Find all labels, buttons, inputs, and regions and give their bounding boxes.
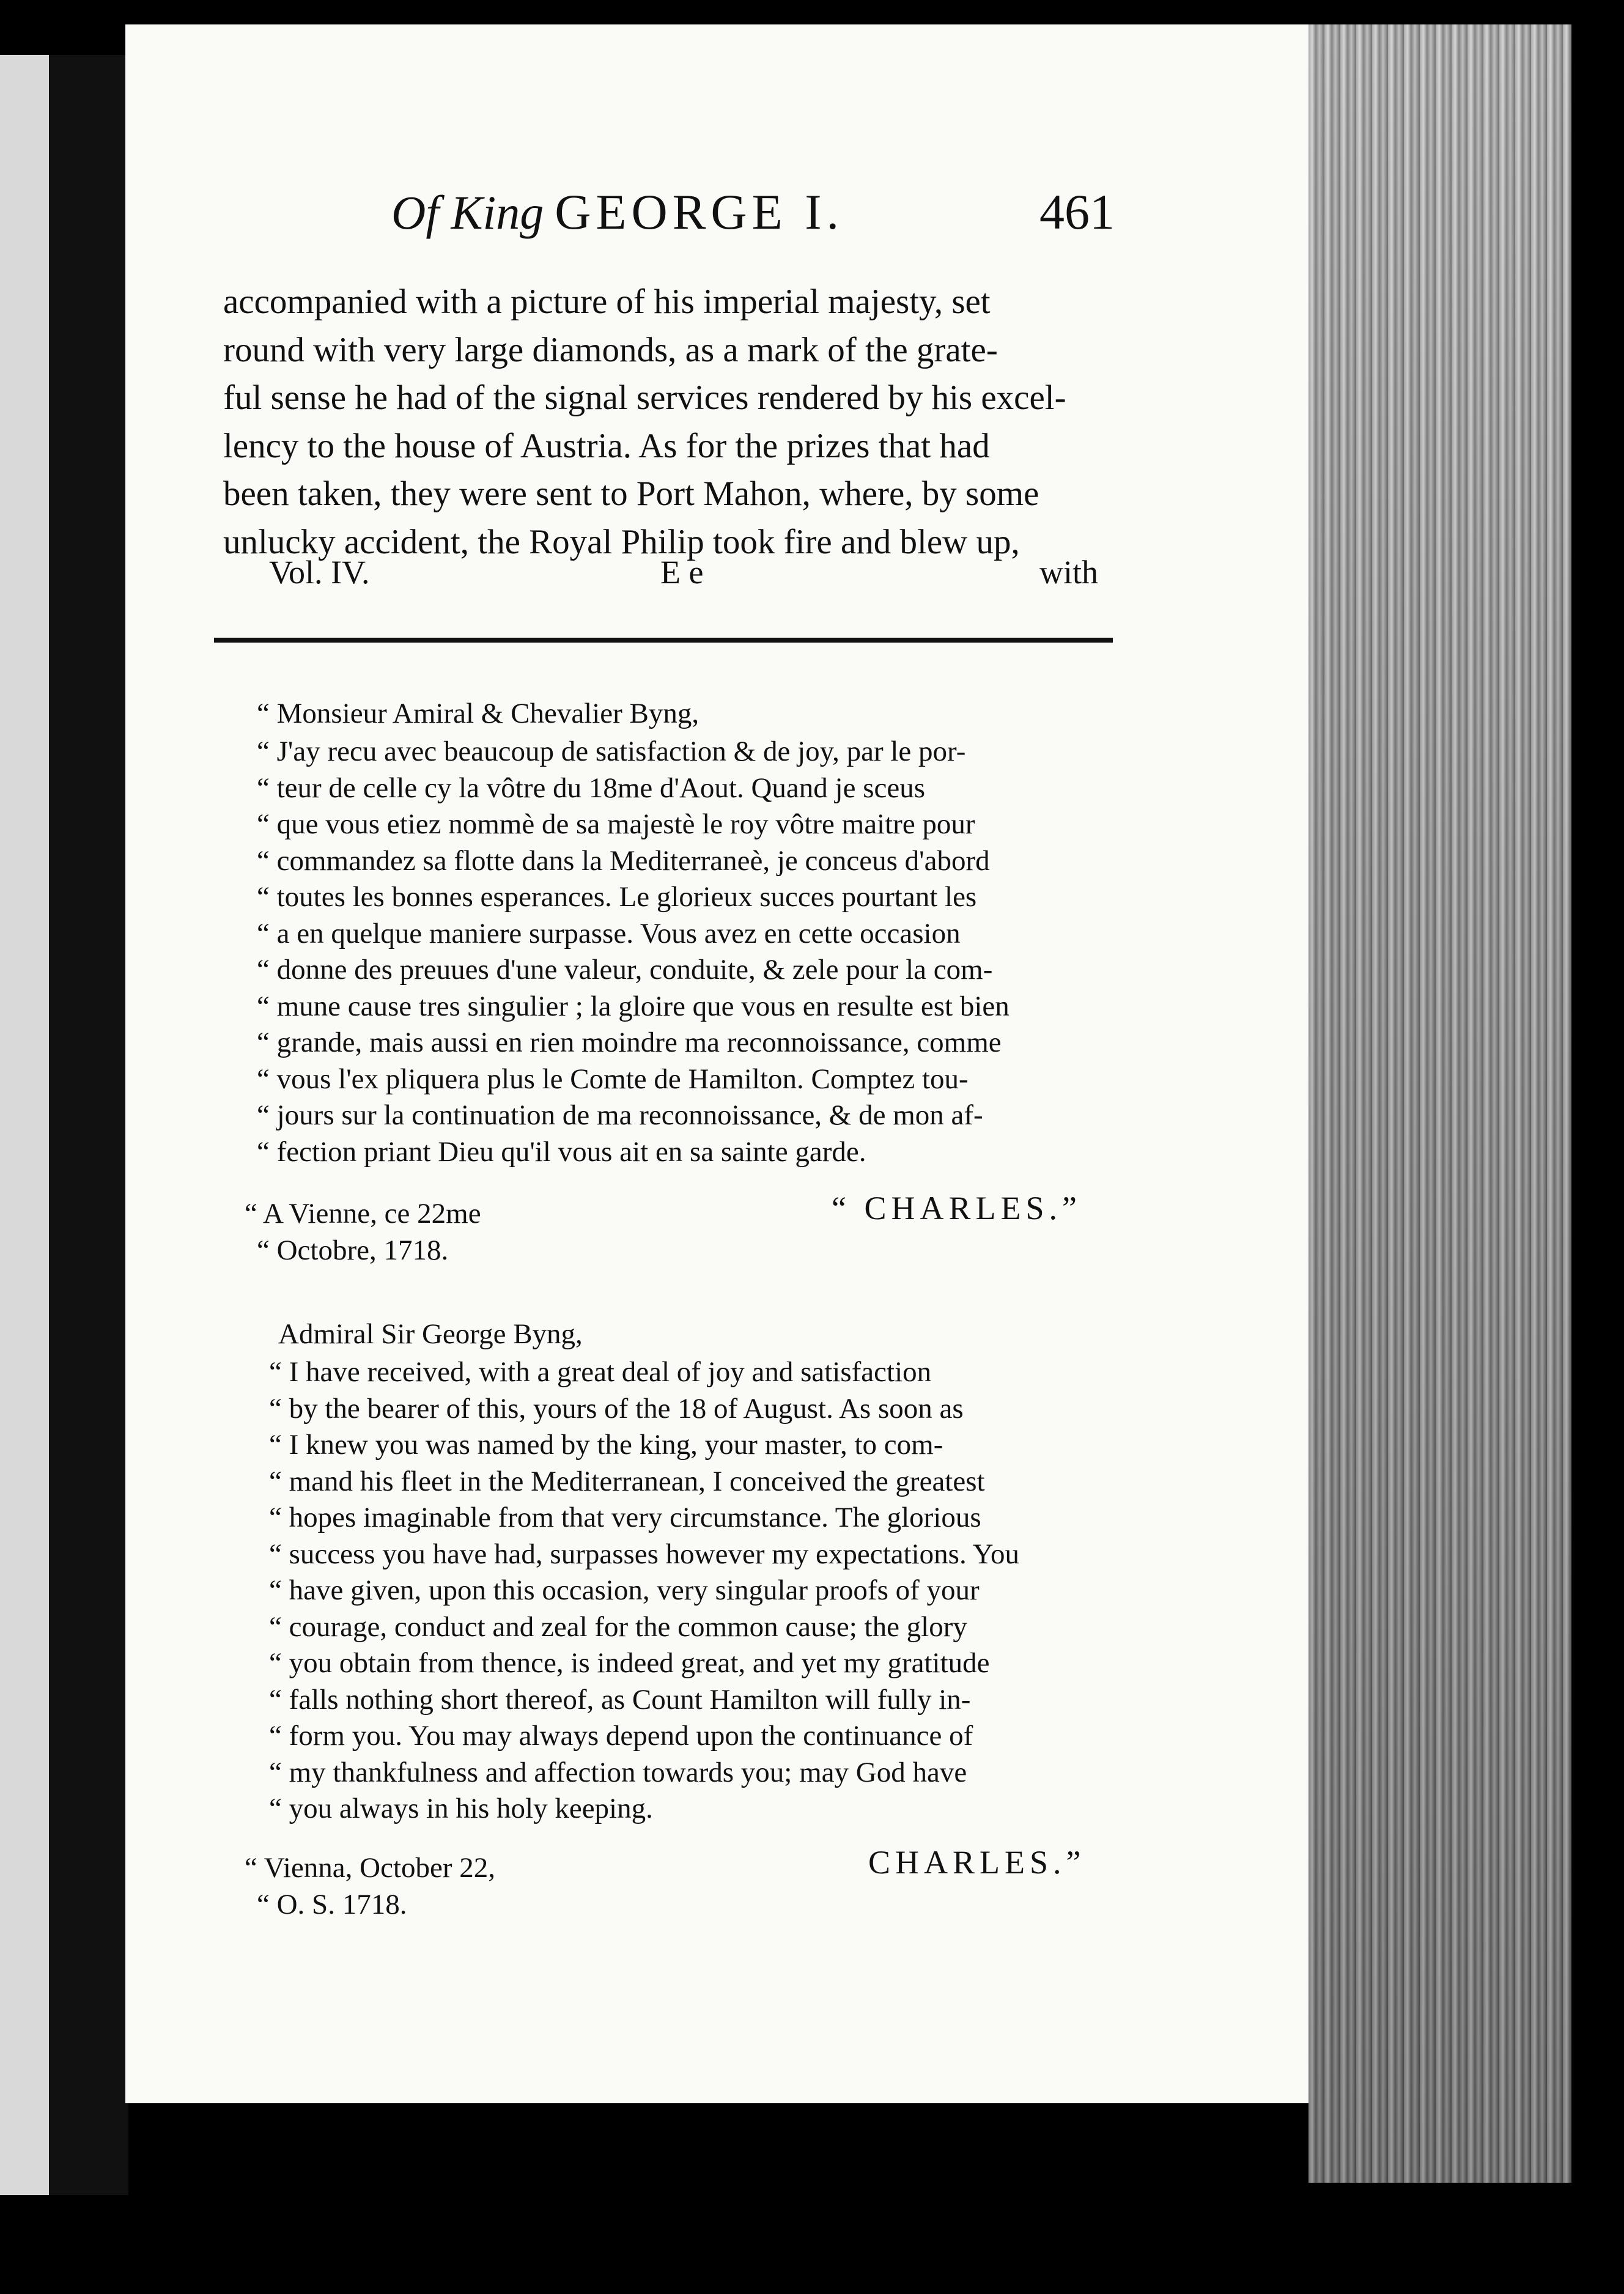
letter-line: “ form you. You may always depend upon the continuance of: [269, 1720, 973, 1752]
french-letter-body: [257, 734, 1009, 1170]
letter-line: “ falls nothing short thereof, as Count Hamilton will fully in-: [269, 1683, 971, 1716]
letter-line: “ a en quelque maniere surpasse. Vous avez en cette occasion: [257, 917, 961, 950]
running-title-king: GEORGE I.: [555, 184, 844, 240]
text-line: lency to the house of Austria. As for the prizes that had: [223, 426, 990, 465]
letter-line: “ by the bearer of this, yours of the 18 of August. As soon as: [269, 1392, 964, 1425]
english-letter-signature: CHARLES.”: [868, 1844, 1086, 1881]
running-title: Of King: [391, 186, 544, 239]
signature-mark: E e: [660, 554, 704, 591]
volume-label: Vol. IV.: [269, 554, 370, 591]
letter-line: “ J'ay recu avec beaucoup de satisfaction & de joy, par le por-: [257, 736, 966, 767]
main-text: [223, 278, 1066, 566]
letter-line: “ you obtain from thence, is indeed great, and yet my gratitude: [269, 1647, 990, 1679]
dateline-date: “ Octobre, 1718.: [257, 1234, 449, 1266]
french-letter-signature: “ CHARLES.”: [832, 1190, 1082, 1226]
text-line: been taken, they were sent to Port Mahon, where, by some: [223, 474, 1039, 513]
page-number: 461: [1039, 184, 1115, 240]
book-gutter: [49, 55, 128, 2195]
dateline-place: “ A Vienne, ce 22me: [245, 1198, 481, 1230]
letter-line: “ hopes imaginable from that very circumstance. The glorious: [269, 1502, 981, 1533]
letter-line: “ success you have had, surpasses however my expectations. You: [269, 1538, 1019, 1570]
french-letter-address: “ Monsieur Amiral & Chevalier Byng,: [257, 698, 699, 729]
letter-line: “ have given, upon this occasion, very singular proofs of your: [269, 1574, 980, 1606]
letter-line: “ donne des preuues d'une valeur, conduite, & zele pour la com-: [257, 954, 993, 986]
letter-line: “ grande, mais aussi en rien moindre ma reconnoissance, comme: [257, 1027, 1002, 1058]
french-letter-dateline: [245, 1195, 481, 1269]
text-line: ful sense he had of the signal services rendered by his excel-: [223, 378, 1066, 417]
letter-line: “ my thankfulness and affection towards you; may God have: [269, 1756, 967, 1788]
dateline-place: “ Vienna, October 22,: [245, 1852, 496, 1884]
catchword: with: [1039, 554, 1099, 591]
letter-line: “ courage, conduct and zeal for the common cause; the glory: [269, 1610, 967, 1643]
letter-line: “ fection priant Dieu qu'il vous ait en sa sainte garde.: [257, 1135, 866, 1168]
text-line: unlucky accident, the Royal Philip took fire and blew up,: [223, 522, 1020, 561]
page-block-shade: [1308, 24, 1571, 2183]
letter-line: “ mune cause tres singulier ; la gloire que vous en resulte est bien: [257, 990, 1009, 1022]
letter-line: “ you always in his holy keeping.: [269, 1793, 653, 1824]
letter-line: “ commandez sa flotte dans la Mediterraneè, je conceus d'abord: [257, 844, 990, 877]
english-letter-dateline: [245, 1850, 495, 1923]
letter-line: “ toutes les bonnes esperances. Le glorieux succes pourtant les: [257, 881, 977, 913]
letter-line: “ mand his fleet in the Mediterranean, I conceived the greatest: [269, 1465, 985, 1497]
footnote-rule: [214, 638, 1113, 643]
dateline-date: “ O. S. 1718.: [257, 1889, 407, 1920]
letter-line: “ que vous etiez nommè de sa majestè le roy vôtre maitre pour: [257, 808, 975, 840]
letter-line: “ vous l'ex pliquera plus le Comte de Hamilton. Comptez tou-: [257, 1063, 969, 1095]
english-letter-address: Admiral Sir George Byng,: [278, 1318, 583, 1350]
letter-line: “ I have received, with a great deal of joy and satisfaction: [269, 1356, 932, 1388]
facing-page-edge: [0, 55, 49, 2195]
letter-line: “ jours sur la continuation de ma reconnoissance, & de mon af-: [257, 1099, 983, 1131]
letter-line: “ I knew you was named by the king, your master, to com-: [269, 1429, 943, 1461]
running-header: [391, 183, 844, 241]
english-letter-body: [269, 1354, 1019, 1827]
text-line: round with very large diamonds, as a mark of the grate-: [223, 330, 998, 369]
text-line: accompanied with a picture of his imperial majesty, set: [223, 282, 991, 321]
letter-line: “ teur de celle cy la vôtre du 18me d'Aout. Quand je sceus: [257, 772, 926, 804]
